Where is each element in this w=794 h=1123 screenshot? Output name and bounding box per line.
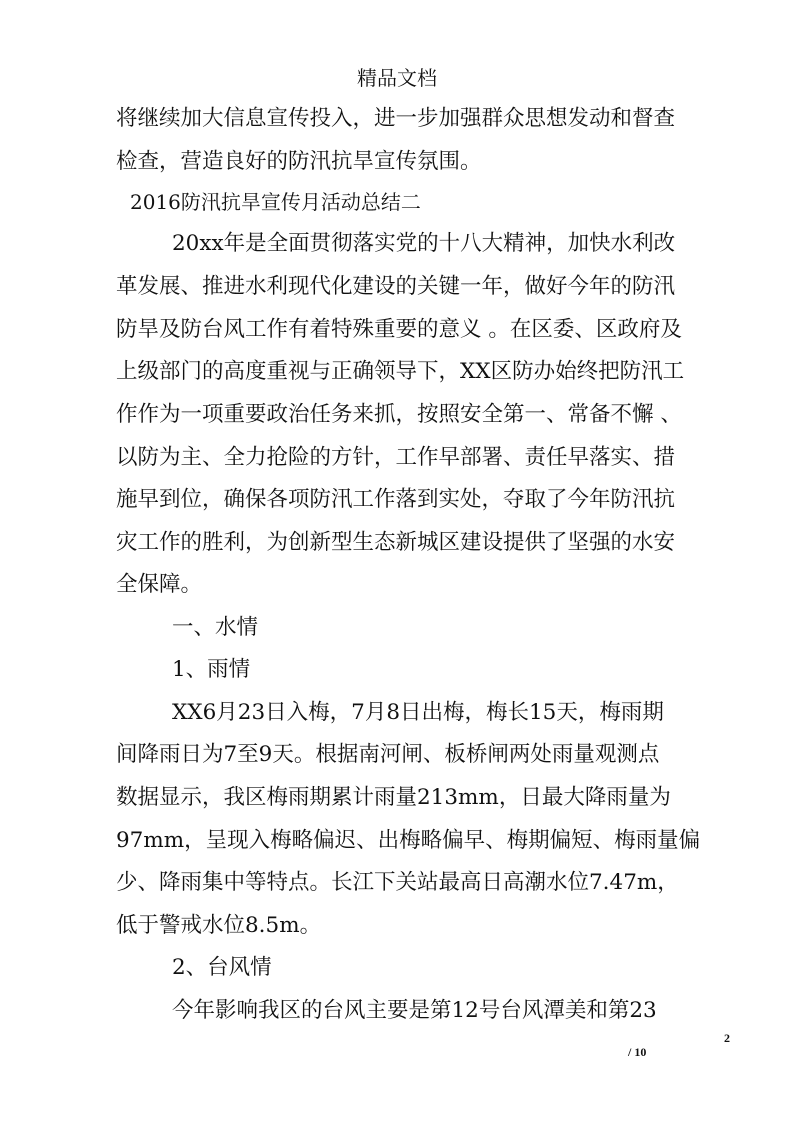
text-line: 将继续加大信息宣传投入，进一步加强群众思想发动和督查 (116, 106, 676, 131)
text-line: 灾工作的胜利，为创新型生态新城区建设提供了坚强的水安 (116, 530, 676, 555)
text-line: 作作为一项重要政治任务来抓，按照安全第一、常备不懈 、 (116, 402, 682, 427)
heading-water-conditions: 一、水情 (172, 615, 259, 640)
text-line: 97mm，呈现入梅略偏迟、出梅略偏早、梅期偏短、梅雨量偏 (116, 828, 701, 853)
page-total: / 10 (628, 1045, 647, 1059)
page-number: 2 (724, 1031, 730, 1045)
section-title: 2016防汛抗旱宣传月活动总结二 (130, 190, 421, 214)
text-line: 上级部门的高度重视与正确领导下，XX区防办始终把防汛工 (116, 359, 685, 384)
text-line: 20xx年是全面贯彻落实党的十八大精神，加快水利改 (172, 231, 676, 256)
text-line: 低于警戒水位8.5m。 (116, 913, 322, 938)
text-line: 少、降雨集中等特点。长江下关站最高日高潮水位7.47m， (116, 870, 679, 895)
text-line: XX6月23日入梅，7月8日出梅，梅长15天，梅雨期 (172, 700, 664, 725)
heading-typhoon-conditions: 2、台风情 (172, 955, 272, 980)
text-line: 防旱及防台风工作有着特殊重要的意义 。在区委、区政府及 (116, 317, 682, 342)
text-line: 今年影响我区的台风主要是第12号台风潭美和第23 (172, 998, 657, 1023)
text-line: 检查，营造良好的防汛抗旱宣传氛围。 (116, 149, 482, 174)
text-line: 以防为主、全力抢险的方针，工作早部署、责任早落实、措 (116, 445, 676, 470)
text-line: 革发展、推进水利现代化建设的关键一年，做好今年的防汛 (116, 274, 676, 299)
text-line: 间降雨日为7至9天。根据南河闸、板桥闸两处雨量观测点 (116, 742, 660, 767)
heading-rain-conditions: 1、雨情 (172, 657, 251, 682)
text-line: 全保障。 (116, 572, 203, 597)
text-line: 数据显示，我区梅雨期累计雨量213mm，日最大降雨量为 (116, 785, 671, 810)
page-header-title: 精品文档 (357, 66, 437, 90)
text-line: 施早到位，确保各项防汛工作落到实处，夺取了今年防汛抗 (116, 487, 676, 512)
